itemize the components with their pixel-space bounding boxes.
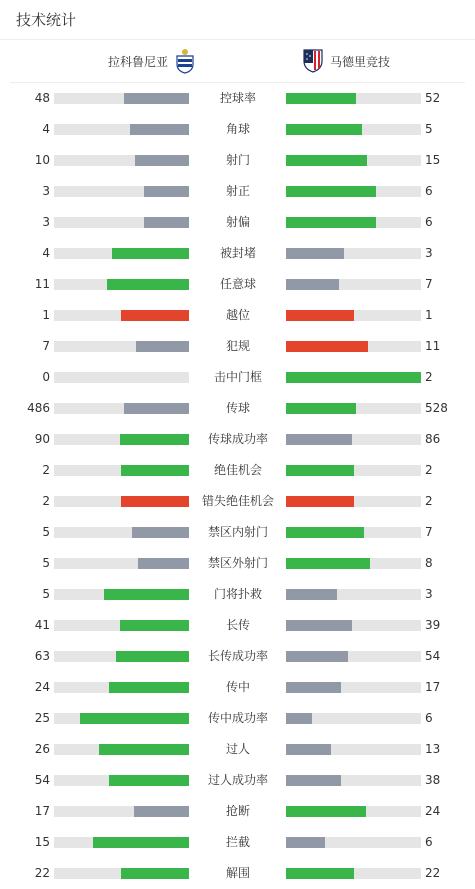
home-stat-bar-fill	[104, 589, 189, 600]
home-stat-bar-fill	[120, 620, 189, 631]
away-stat-bar-fill	[286, 124, 362, 135]
stat-label: 犯规	[225, 339, 250, 353]
stat-label: 射正	[225, 184, 250, 198]
home-stat-value: 1	[42, 308, 50, 322]
stat-label: 抢断	[225, 804, 250, 818]
away-stat-bar	[286, 403, 421, 414]
away-stat-bar	[286, 93, 421, 104]
away-stat-value: 86	[425, 432, 441, 446]
home-stat-bar-fill	[116, 651, 189, 662]
home-stat-value: 3	[42, 215, 50, 229]
away-stat-bar	[286, 837, 421, 848]
away-stat-bar-fill	[286, 651, 348, 662]
stat-row	[0, 672, 475, 703]
home-stat-value: 48	[34, 91, 50, 105]
stat-row	[0, 796, 475, 827]
stat-row	[0, 703, 475, 734]
home-stat-bar	[54, 589, 189, 600]
home-stat-bar-fill	[138, 558, 189, 569]
stat-row	[0, 114, 475, 145]
away-stat-bar-fill	[286, 310, 354, 321]
stat-label: 过人	[225, 742, 250, 756]
stat-label: 门将扑救	[213, 587, 262, 601]
home-stat-value: 10	[34, 153, 50, 167]
home-stat-bar	[54, 620, 189, 631]
home-stat-value: 26	[34, 742, 50, 756]
away-stat-bar-fill	[286, 496, 354, 507]
home-stat-bar	[54, 496, 189, 507]
away-stat-value: 8	[425, 556, 433, 570]
home-stat-bar	[54, 186, 189, 197]
home-stat-bar	[54, 558, 189, 569]
home-stat-value: 7	[42, 339, 50, 353]
stat-label: 长传	[225, 618, 250, 632]
home-stat-bar	[54, 403, 189, 414]
stat-row	[0, 238, 475, 269]
atletico-madrid-crest-icon	[302, 47, 324, 73]
away-stat-bar-fill	[286, 527, 364, 538]
away-stat-bar	[286, 310, 421, 321]
home-stat-bar	[54, 713, 189, 724]
away-stat-value: 22	[425, 866, 441, 880]
stat-row	[0, 145, 475, 176]
home-stat-value: 5	[42, 556, 50, 570]
stat-row	[0, 176, 475, 207]
away-stat-bar-fill	[286, 775, 341, 786]
home-stat-bar-fill	[144, 186, 189, 197]
stat-label: 角球	[225, 122, 250, 136]
away-stat-value: 7	[425, 277, 433, 291]
home-stat-bar-fill	[112, 248, 189, 259]
away-stat-bar	[286, 186, 421, 197]
home-stat-bar-fill	[124, 403, 189, 414]
away-stat-bar-fill	[286, 372, 421, 383]
away-stat-bar	[286, 372, 421, 383]
home-stat-bar	[54, 868, 189, 879]
away-stat-value: 2	[425, 370, 433, 384]
away-stat-bar-fill	[286, 868, 354, 879]
away-stat-bar-fill	[286, 341, 368, 352]
stat-row	[0, 300, 475, 331]
away-stat-value: 17	[425, 680, 441, 694]
away-stat-value: 13	[425, 742, 441, 756]
away-stat-bar-fill	[286, 93, 356, 104]
stat-label: 被封堵	[219, 246, 256, 260]
away-stat-bar	[286, 155, 421, 166]
away-stat-bar	[286, 651, 421, 662]
away-stat-value: 528	[425, 401, 448, 415]
away-stat-value: 3	[425, 587, 433, 601]
home-stat-bar-fill	[144, 217, 189, 228]
stat-row	[0, 393, 475, 424]
stat-label: 传球成功率	[207, 432, 268, 446]
away-stat-bar	[286, 124, 421, 135]
away-stat-bar	[286, 558, 421, 569]
away-stat-bar-fill	[286, 434, 352, 445]
deportivo-crest-icon	[174, 48, 196, 74]
away-stat-bar-fill	[286, 837, 325, 848]
home-stat-value: 3	[42, 184, 50, 198]
home-stat-bar-fill	[132, 527, 189, 538]
away-stat-bar	[286, 341, 421, 352]
stat-row	[0, 486, 475, 517]
home-stat-bar-fill	[121, 496, 189, 507]
home-stat-bar	[54, 465, 189, 476]
home-stat-bar	[54, 341, 189, 352]
stat-row	[0, 207, 475, 238]
stat-row	[0, 641, 475, 672]
away-team[interactable]	[292, 40, 396, 82]
away-stat-value: 38	[425, 773, 441, 787]
stat-label: 射偏	[225, 215, 250, 229]
away-stat-value: 6	[425, 711, 433, 725]
stat-label: 过人成功率	[207, 773, 268, 787]
home-stat-bar-fill	[135, 155, 189, 166]
away-stat-bar-fill	[286, 465, 354, 476]
home-stat-bar-fill	[93, 837, 189, 848]
stat-row	[0, 765, 475, 796]
away-stat-bar-fill	[286, 155, 367, 166]
away-stat-bar	[286, 713, 421, 724]
away-stat-bar	[286, 434, 421, 445]
away-stat-bar-fill	[286, 589, 337, 600]
home-stat-bar	[54, 372, 189, 383]
stat-row	[0, 827, 475, 858]
home-stat-bar-fill	[109, 775, 189, 786]
home-stat-bar-fill	[121, 310, 189, 321]
home-stat-value: 11	[34, 277, 50, 291]
away-team-name: 马德里竞技	[330, 54, 391, 69]
away-stat-value: 52	[425, 91, 441, 105]
stat-label: 解围	[225, 866, 250, 880]
home-stat-bar	[54, 837, 189, 848]
away-stat-bar-fill	[286, 217, 376, 228]
stat-row	[0, 548, 475, 579]
away-stat-value: 15	[425, 153, 441, 167]
home-stat-bar-fill	[121, 465, 189, 476]
away-stat-value: 6	[425, 215, 433, 229]
stat-label: 禁区内射门	[207, 525, 268, 539]
home-team-name: 拉科鲁尼亚	[108, 54, 169, 69]
away-stat-value: 11	[425, 339, 441, 353]
away-stat-bar-fill	[286, 713, 312, 724]
stat-label: 错失绝佳机会	[201, 494, 274, 508]
home-stat-bar	[54, 217, 189, 228]
home-stat-value: 17	[34, 804, 50, 818]
home-team[interactable]	[102, 40, 196, 82]
away-stat-bar	[286, 527, 421, 538]
home-stat-value: 486	[27, 401, 50, 415]
stat-label: 传中成功率	[207, 711, 268, 725]
home-stat-bar-fill	[121, 868, 189, 879]
home-stat-bar	[54, 93, 189, 104]
away-stat-bar-fill	[286, 186, 376, 197]
away-stat-bar	[286, 620, 421, 631]
home-stat-bar	[54, 744, 189, 755]
home-stat-bar-fill	[124, 93, 189, 104]
away-stat-bar	[286, 496, 421, 507]
home-stat-bar	[54, 527, 189, 538]
away-stat-value: 6	[425, 184, 433, 198]
home-stat-bar-fill	[99, 744, 189, 755]
away-stat-value: 3	[425, 246, 433, 260]
away-stat-bar	[286, 744, 421, 755]
stat-row	[0, 269, 475, 300]
stat-label: 任意球	[219, 277, 256, 291]
away-stat-bar-fill	[286, 558, 370, 569]
away-stat-bar-fill	[286, 620, 352, 631]
home-stat-value: 22	[34, 866, 50, 880]
away-stat-bar	[286, 806, 421, 817]
stat-row	[0, 858, 475, 889]
home-stat-value: 0	[42, 370, 50, 384]
stat-row	[0, 455, 475, 486]
away-stat-value: 5	[425, 122, 433, 136]
home-stat-bar	[54, 434, 189, 445]
away-stat-bar-fill	[286, 806, 366, 817]
away-stat-bar	[286, 775, 421, 786]
home-stat-value: 24	[34, 680, 50, 694]
stat-label: 射门	[225, 153, 250, 167]
home-stat-value: 5	[42, 587, 50, 601]
home-stat-value: 5	[42, 525, 50, 539]
home-stat-bar-fill	[130, 124, 189, 135]
stat-label: 绝佳机会	[213, 463, 262, 477]
home-stat-bar	[54, 124, 189, 135]
stat-label: 长传成功率	[207, 649, 268, 663]
away-stat-bar	[286, 248, 421, 259]
home-stat-bar	[54, 775, 189, 786]
home-stat-bar-fill	[109, 682, 189, 693]
home-stat-bar	[54, 682, 189, 693]
home-stat-bar-fill	[80, 713, 189, 724]
stat-row	[0, 734, 475, 765]
away-stat-bar	[286, 465, 421, 476]
away-stat-bar	[286, 279, 421, 290]
stat-label: 传球	[225, 401, 250, 415]
stats-list	[0, 83, 475, 889]
home-stat-value: 25	[34, 711, 50, 725]
stat-label: 击中门框	[213, 370, 262, 384]
away-stat-bar-fill	[286, 279, 339, 290]
stat-row	[0, 331, 475, 362]
home-stat-bar-fill	[134, 806, 189, 817]
away-stat-value: 1	[425, 308, 433, 322]
away-stat-bar-fill	[286, 248, 344, 259]
home-stat-value: 4	[42, 246, 50, 260]
stat-label: 拦截	[225, 835, 250, 849]
away-stat-bar	[286, 868, 421, 879]
home-stat-bar	[54, 155, 189, 166]
stats-header	[0, 0, 475, 40]
home-stat-value: 90	[34, 432, 50, 446]
stat-row	[0, 83, 475, 114]
home-stat-bar-fill	[107, 279, 189, 290]
home-stat-value: 4	[42, 122, 50, 136]
away-stat-bar	[286, 589, 421, 600]
home-stat-value: 2	[42, 463, 50, 477]
stat-row	[0, 424, 475, 455]
away-stat-value: 2	[425, 463, 433, 477]
away-stat-value: 6	[425, 835, 433, 849]
away-stat-bar-fill	[286, 682, 341, 693]
away-stat-value: 2	[425, 494, 433, 508]
stat-row	[0, 362, 475, 393]
home-stat-value: 15	[34, 835, 50, 849]
home-stat-bar-fill	[120, 434, 189, 445]
away-stat-bar	[286, 682, 421, 693]
home-stat-bar-fill	[136, 341, 189, 352]
teams-bar	[10, 40, 465, 83]
stat-label: 禁区外射门	[207, 556, 268, 570]
away-stat-value: 39	[425, 618, 441, 632]
home-stat-bar	[54, 651, 189, 662]
away-stat-bar-fill	[286, 744, 331, 755]
away-stat-value: 54	[425, 649, 441, 663]
stat-label: 传中	[225, 680, 250, 694]
stat-row	[0, 610, 475, 641]
stat-label: 越位	[225, 308, 250, 322]
stat-label: 控球率	[219, 91, 256, 105]
away-stat-value: 24	[425, 804, 441, 818]
home-stat-bar	[54, 248, 189, 259]
home-stat-value: 63	[34, 649, 50, 663]
home-stat-value: 41	[34, 618, 50, 632]
home-stat-bar	[54, 806, 189, 817]
home-stat-bar	[54, 310, 189, 321]
home-stat-value: 54	[34, 773, 50, 787]
home-stat-value: 2	[42, 494, 50, 508]
away-stat-value: 7	[425, 525, 433, 539]
stat-row	[0, 517, 475, 548]
away-stat-bar	[286, 217, 421, 228]
away-stat-bar-fill	[286, 403, 356, 414]
page-title: 技术统计	[16, 11, 77, 29]
home-stat-bar	[54, 279, 189, 290]
stat-row	[0, 579, 475, 610]
